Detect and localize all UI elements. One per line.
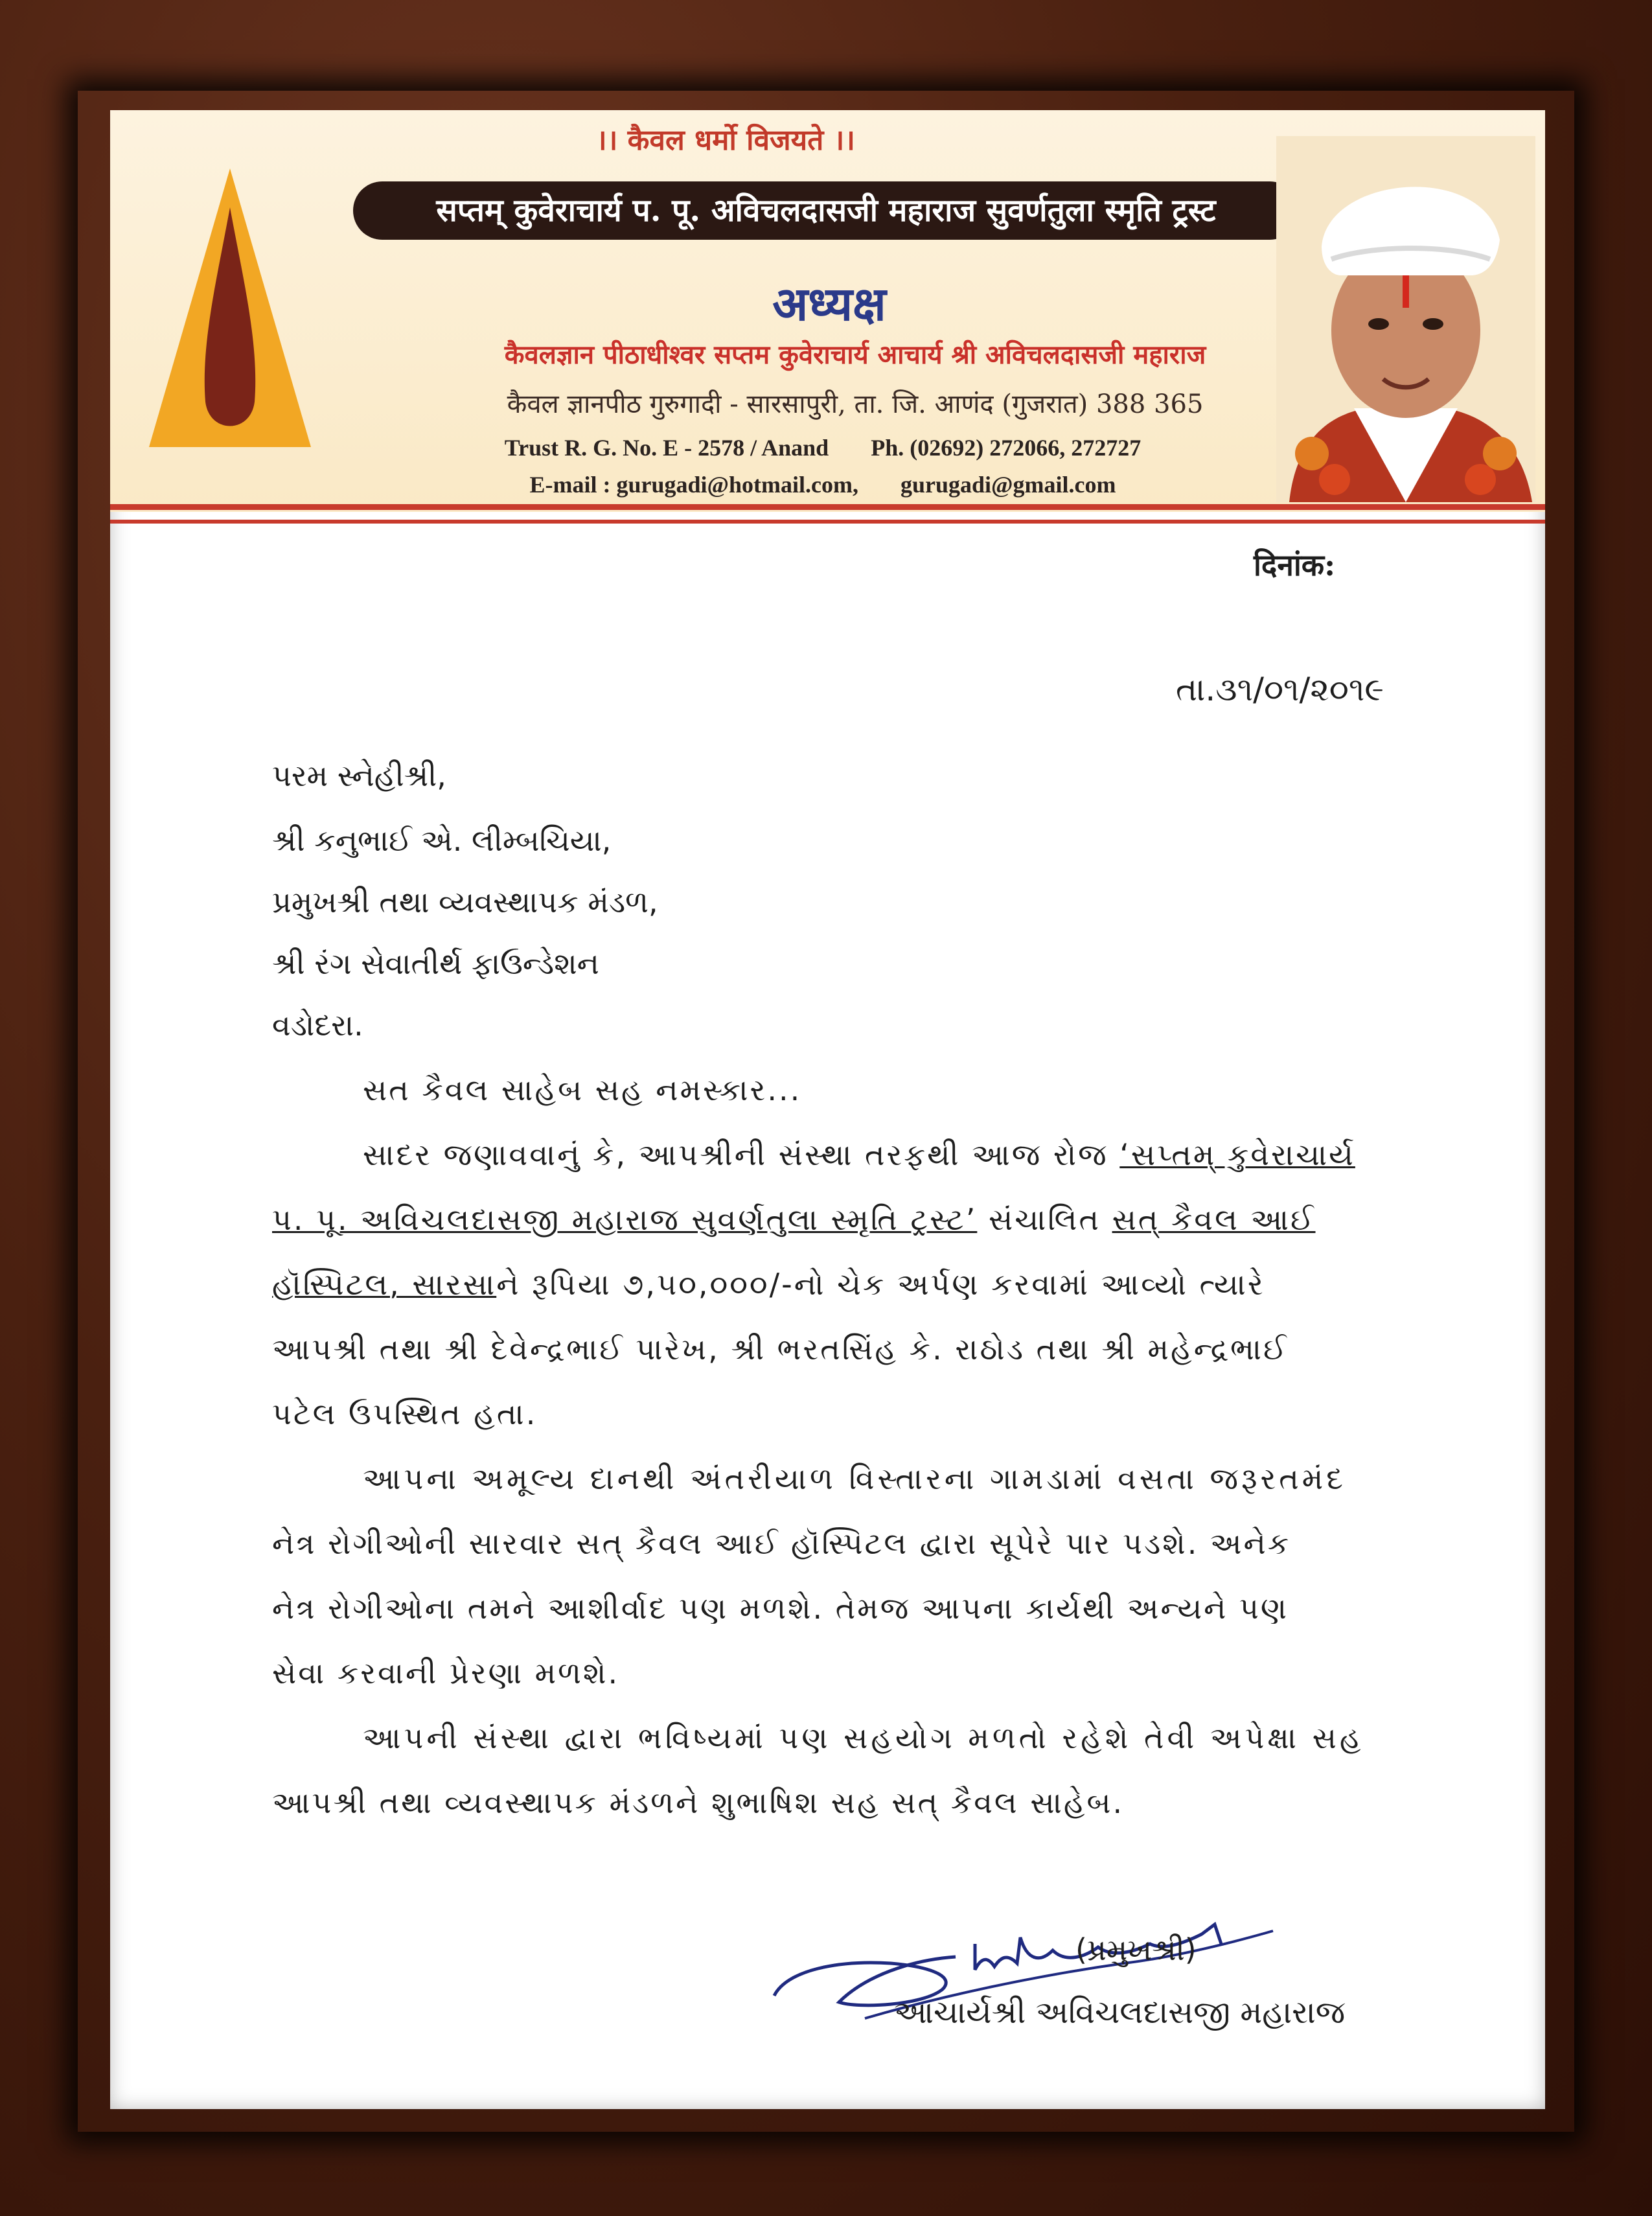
letter-page [110,110,1545,2109]
paragraph-2-line: નેત્ર રોગીઓના તમને આશીર્વાદ પણ મળશે. તેમજ આપના કાર્યથી અન્યને પણ [272,1591,1289,1626]
paragraph-3-line: આપની સંસ્થા દ્વારા ભવિષ્યમાં પણ સહયોગ મળતો રહેશે તેવી અપેક્ષા સહ [363,1720,1364,1755]
address-line: પ્રમુખશ્રી તથા વ્યવસ્થાપક મંડળ, [272,884,658,919]
paragraph-text: સાદર જણાવવાનું કે, આપશ્રીની સંસ્થા તરફથી આજ રોજ [363,1137,1120,1172]
letterhead-rule-bottom [110,520,1545,524]
motto: ।। कैवल धर्मो विजयते ।। [596,124,855,157]
trust-name-underlined: પ. પૂ. અવિચલદાસજી મહારાજ સુવર્ણતુલા સ્મૃતિ ટ્રસ્ટ’ [272,1202,978,1237]
address-line: શ્રી કનુભાઈ એ. લીમ્બચિયા, [272,823,612,858]
trust-name: सप्तम् कुवेराचार्य प. पू. अविचलदासजी महाराज सुवर्णतुला स्मृति ट्रस्ट [436,192,1216,229]
letterhead [110,110,1545,512]
presiding-title: कैवलज्ञान पीठाधीश्वर सप्तम कुवेराचार्य आचार्य श्री अविचलदासजी महाराज [504,340,1206,370]
paragraph-2-line: નેત્ર રોગીઓની સારવાર સત્ કૈવલ આઈ હૉસ્પિટલ દ્વારા સૂપેરે પાર પડશે. અનેક [272,1526,1291,1561]
phone-numbers: Ph. (02692) 272066, 272727 [871,435,1141,461]
paragraph-2-line: આપના અમૂલ્ય દાનથી અંતરીયાળ વિસ્તારના ગામડામાં વસતા જરૂરતમંદ [363,1461,1346,1496]
trust-name-banner [353,181,1299,240]
letterhead-rule-top [110,504,1545,510]
email-primary: E-mail : gurugadi@hotmail.com, [529,472,858,498]
paragraph-1-line [272,1267,1265,1303]
paragraph-text: સંચાલિત [977,1202,1112,1237]
signatory-title: (પ્રમુખશ્રી) [1075,1932,1197,1967]
greeting: સત કૈવલ સાહેબ સહ નમસ્કાર... [363,1072,802,1107]
guru-portrait [1276,136,1535,502]
paragraph-text: ને રૂપિયા ૭,૫૦,૦૦૦/-નો ચેક અર્પણ કરવામાં આવ્યો ત્યારે [496,1267,1265,1302]
date-label: दिनांक: [1254,548,1336,583]
trust-registration: Trust R. G. No. E - 2578 / Anand [504,435,829,461]
flame-logo-icon [146,168,314,454]
signatory-name: આચાર્યશ્રી અવિચલદાસજી મહારાજ [894,1994,1346,2031]
paragraph-1-line [272,1202,1316,1238]
paragraph-1-line: પટેલ ઉપસ્થિત હતા. [272,1396,538,1431]
email-secondary: gurugadi@gmail.com [900,472,1116,498]
date-value: તા.૩૧/૦૧/૨૦૧૯ [1176,671,1384,708]
address-line: વડોદરા. [272,1008,363,1043]
email-line [337,471,1309,498]
address-line: પરમ સ્નેહીશ્રી, [272,758,446,793]
paragraph-2-line: સેવા કરવાની પ્રેરણા મળશે. [272,1656,620,1691]
hospital-name-underlined: હૉસ્પિટલ, સારસા [272,1267,497,1302]
address-line: શ્રી રંગ સેવાતીર્થ ફાઉન્ડેશન [272,946,599,981]
letterhead-address: कैवल ज्ञानपीठ गुरुगादी - सारसापुरी, ता. जि. आणंद (गुजरात) 388 365 [507,389,1204,419]
paragraph-1-line: આપશ્રી તથા શ્રી દેવેન્દ્રભાઈ પારેખ, શ્રી ભરતસિંહ કે. રાઠોડ તથા શ્રી મહેન્દ્રભાઈ [272,1332,1289,1367]
registration-phone-line [337,434,1309,461]
hospital-name-underlined: સત્ કૈવલ આઈ [1112,1202,1316,1237]
paragraph-3-line: આપશ્રી તથા વ્યવસ્થાપક મંડળને શુભાષિશ સહ સત્ કૈવલ સાહેબ. [272,1785,1125,1820]
paragraph-1-line [363,1137,1355,1173]
role-title: अध्यक्ष [772,276,886,331]
trust-name-underlined: ‘સપ્તમ્ કુવેરાચાર્ય [1119,1137,1355,1172]
